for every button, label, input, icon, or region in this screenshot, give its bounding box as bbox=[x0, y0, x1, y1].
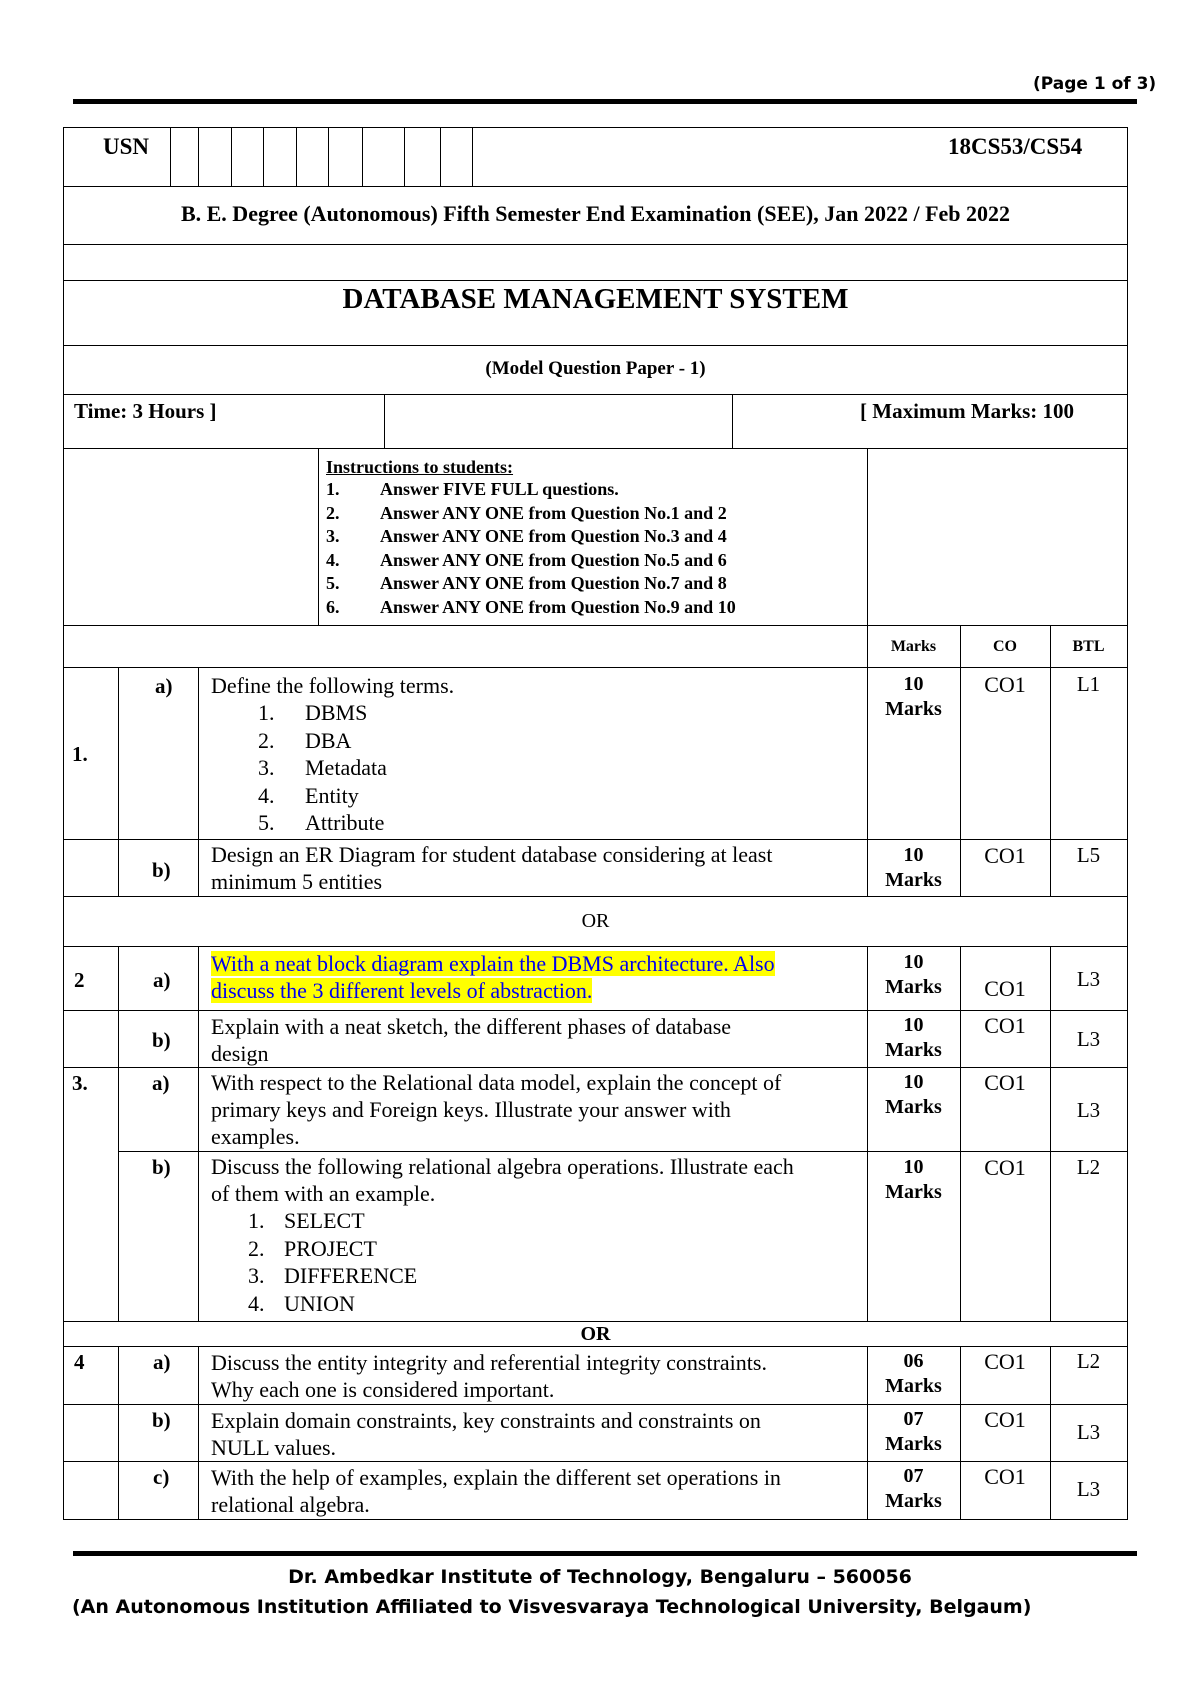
question-text: Discuss the following relational algebra operations. Illustrate each of them with an example. 1. SELECT 2. PROJECT 3. DIFFERENCE 4. UNION bbox=[211, 1154, 794, 1316]
max-marks-label: [ Maximum Marks: 100 bbox=[860, 399, 1075, 423]
question-part: a) bbox=[152, 1071, 170, 1095]
marks-value: 10 Marks bbox=[885, 673, 942, 720]
co-value: CO1 bbox=[984, 1349, 1026, 1374]
marks-value: 10 Marks bbox=[885, 1014, 942, 1061]
question-part: a) bbox=[155, 674, 173, 698]
co-value: CO1 bbox=[984, 1070, 1026, 1095]
or-divider: OR bbox=[581, 910, 610, 932]
question-part: a) bbox=[153, 1350, 171, 1374]
btl-value: L3 bbox=[1076, 1027, 1101, 1051]
co-value: CO1 bbox=[984, 1464, 1026, 1489]
co-value: CO1 bbox=[984, 843, 1026, 868]
time-label: Time: 3 Hours ] bbox=[74, 399, 217, 423]
question-text: Discuss the entity integrity and referential integrity constraints. Why each one is considered important. bbox=[211, 1350, 767, 1402]
btl-value: L2 bbox=[1076, 1349, 1101, 1373]
marks-value: 10 Marks bbox=[885, 1071, 942, 1118]
instruction-item: 5. Answer ANY ONE from Question No.7 and 8 bbox=[326, 573, 727, 593]
exam-title: B. E. Degree (Autonomous) Fifth Semester End Examination (SEE), Jan 2022 / Feb 2022 bbox=[180, 201, 1011, 226]
column-header-marks: Marks bbox=[890, 638, 937, 655]
question-number: 1. bbox=[72, 742, 88, 766]
instruction-item: 2. Answer ANY ONE from Question No.1 and 2 bbox=[326, 502, 727, 523]
marks-value: 06 Marks bbox=[885, 1350, 942, 1397]
column-header-btl: BTL bbox=[1072, 638, 1105, 655]
usn-label: USN bbox=[103, 134, 150, 159]
course-code: 18CS53/CS54 bbox=[948, 134, 1083, 159]
question-text: With the help of examples, explain the different set operations in relational algebra. bbox=[211, 1465, 781, 1517]
co-value: CO1 bbox=[984, 1013, 1026, 1038]
btl-value: L2 bbox=[1076, 1155, 1101, 1179]
instructions-title: Instructions to students: bbox=[326, 457, 514, 477]
marks-value: 07 Marks bbox=[885, 1408, 942, 1455]
column-header-co: CO bbox=[993, 638, 1017, 655]
btl-value: L5 bbox=[1076, 843, 1101, 867]
instruction-item: 1. Answer FIVE FULL questions. bbox=[326, 479, 619, 499]
co-value: CO1 bbox=[984, 976, 1026, 1001]
question-number: 4 bbox=[74, 1350, 85, 1374]
footer-affiliation: (An Autonomous Institution Affiliated to Visvesvaraya Technological University, Belgaum) bbox=[72, 1596, 1032, 1618]
page-number: (Page 1 of 3) bbox=[1033, 74, 1157, 94]
question-part: b) bbox=[152, 1155, 171, 1179]
co-value: CO1 bbox=[984, 1407, 1026, 1432]
question-text: Design an ER Diagram for student database considering at least minimum 5 entities bbox=[211, 842, 773, 894]
marks-value: 07 Marks bbox=[885, 1465, 942, 1512]
or-divider: OR bbox=[580, 1323, 611, 1345]
instruction-item: 3. Answer ANY ONE from Question No.3 and 4 bbox=[326, 526, 727, 546]
co-value: CO1 bbox=[984, 1155, 1026, 1180]
subject-title: DATABASE MANAGEMENT SYSTEM bbox=[342, 283, 849, 315]
marks-value: 10 Marks bbox=[885, 1156, 942, 1203]
paper-type: (Model Question Paper - 1) bbox=[485, 358, 706, 379]
question-part: a) bbox=[153, 968, 171, 992]
btl-value: L3 bbox=[1076, 1098, 1101, 1122]
marks-value: 10 Marks bbox=[885, 951, 942, 998]
question-number: 3. bbox=[72, 1071, 88, 1095]
co-value: CO1 bbox=[984, 672, 1026, 697]
btl-value: L1 bbox=[1076, 672, 1101, 696]
question-part: b) bbox=[152, 1028, 171, 1052]
btl-value: L3 bbox=[1076, 967, 1101, 991]
question-text: Explain with a neat sketch, the different phases of database design bbox=[211, 1014, 732, 1066]
question-text: Explain domain constraints, key constraints and constraints on NULL values. bbox=[211, 1408, 761, 1460]
question-number: 2 bbox=[74, 968, 85, 992]
instructions-block bbox=[326, 456, 736, 619]
question-text: With respect to the Relational data model, explain the concept of primary keys and Foreign keys. Illustrate your answer with examples. bbox=[211, 1070, 782, 1149]
btl-value: L3 bbox=[1076, 1477, 1101, 1501]
question-text-highlighted: With a neat block diagram explain the DBMS architecture. Also discuss the 3 different levels of abstraction. bbox=[211, 951, 775, 1003]
question-text: Define the following terms. 1. DBMS 2. DBA 3. Metadata 4. Entity 5. Attribute bbox=[211, 673, 455, 835]
instruction-item: 6. Answer ANY ONE from Question No.9 and 10 bbox=[326, 596, 736, 617]
marks-value: 10 Marks bbox=[885, 844, 942, 891]
btl-value: L3 bbox=[1076, 1420, 1101, 1444]
instruction-item: 4. Answer ANY ONE from Question No.5 and 6 bbox=[326, 549, 727, 570]
footer-institute: Dr. Ambedkar Institute of Technology, Bengaluru – 560056 bbox=[288, 1566, 912, 1588]
footer-rule bbox=[73, 1551, 1137, 1556]
question-part: b) bbox=[152, 1408, 171, 1432]
question-part: c) bbox=[153, 1465, 170, 1489]
question-part: b) bbox=[152, 858, 171, 882]
